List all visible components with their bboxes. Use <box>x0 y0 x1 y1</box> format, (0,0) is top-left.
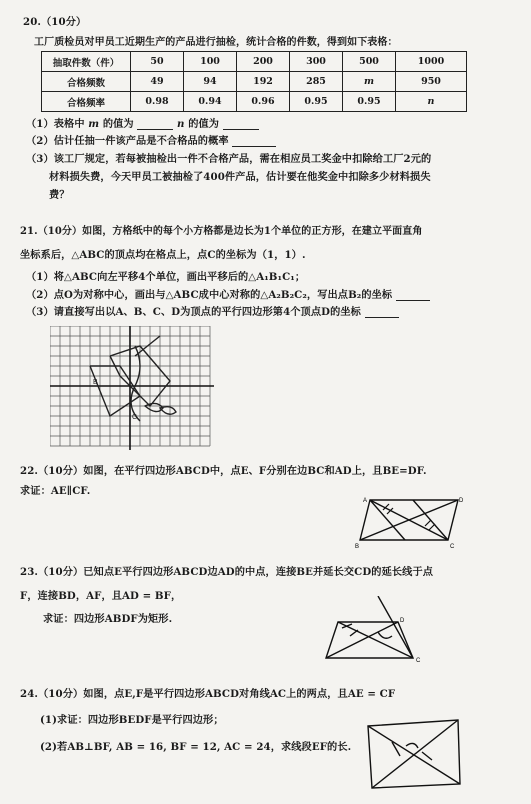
var-m: m <box>88 118 100 130</box>
table-cell: 100 <box>184 52 237 72</box>
table-cell: 0.94 <box>184 92 237 112</box>
table-cell: 950 <box>396 72 467 92</box>
table-cell: 0.98 <box>131 92 184 112</box>
q21-heading: 21.（10分）如图，方格纸中的每个小方格都是边长为1个单位的正方形，在建立平面直角 <box>20 226 423 237</box>
table-row <box>42 92 467 112</box>
table-cell: 200 <box>237 52 290 72</box>
table-cell: 49 <box>131 72 184 92</box>
q22-line2: 求证：AE∥CF. <box>20 485 91 497</box>
answer-blank <box>223 119 259 130</box>
q23-figure <box>318 596 428 666</box>
q20-part2 <box>26 132 276 147</box>
q22-parallelogram-figure <box>355 494 467 550</box>
q24-line1: 24.（10分）如图，点E,F是平行四边形ABCD对角线AC上的两点，且AE = CF <box>20 688 396 700</box>
q21-part3-text: （3）请直接写出以A、B、C、D为顶点的平行四边形第4个顶点D的坐标 <box>26 306 361 318</box>
table-row <box>42 52 467 72</box>
table-cell: 500 <box>343 52 396 72</box>
q21-part3 <box>26 303 399 318</box>
q20-part3-line1: （3）该工厂规定，若每被抽检出一件不合格产品，需在相应员工奖金中扣除给工厂2元的 <box>26 153 432 165</box>
table-cell: 192 <box>237 72 290 92</box>
answer-blank <box>232 136 276 147</box>
row-label: 合格频率 <box>42 92 131 112</box>
q20-part3-line2: 材料损失费，今天甲员工被抽检了400件产品，估计要在他奖金中扣除多少材料损失 <box>49 171 431 183</box>
q22-line1: 22.（10分）如图，在平行四边形ABCD中，点E、F分别在边BC和AD上，且BE=DF. <box>20 465 427 477</box>
frequency-table <box>41 51 467 112</box>
q20-part3-line3: 费？ <box>49 189 70 201</box>
q20-part1-text-c: 的值为 <box>188 118 220 130</box>
q23-line2: F，连接BD，AF，且AD = BF， <box>20 590 182 602</box>
q21-line2: 坐标系后，△ABC的顶点均在格点上，点C的坐标为（1，1）. <box>20 249 306 261</box>
table-cell: n <box>396 92 467 112</box>
parallelogram-abcd <box>326 596 413 658</box>
q20-part1-text-a: （1）表格中 <box>26 118 85 130</box>
vertex-label-b: B <box>355 544 360 550</box>
q24-part2: (2)若AB⊥BF, AB = 16, BF = 12, AC = 24，求线段EF的长. <box>40 741 352 753</box>
q21-part2-text: （2）点O为对称中心，画出与△ABC成中心对称的△A₂B₂C₂，写出点B₂的坐标 <box>26 289 393 301</box>
answer-blank <box>137 119 173 130</box>
point-label-b: B <box>93 379 98 386</box>
table-row <box>42 72 467 92</box>
table-cell: 0.96 <box>237 92 290 112</box>
table-cell: 300 <box>290 52 343 72</box>
q24-figure <box>362 712 472 792</box>
q20-part1 <box>26 115 259 130</box>
table-cell: m <box>343 72 396 92</box>
vertex-label-d: D <box>400 618 405 624</box>
row-label: 合格频数 <box>42 72 131 92</box>
table-cell: 0.95 <box>343 92 396 112</box>
vertex-label-a: A <box>363 498 368 504</box>
point-label-c: C <box>132 414 138 421</box>
parallelogram-abcd <box>368 720 460 788</box>
table-cell: 1000 <box>396 52 467 72</box>
table-cell: 94 <box>184 72 237 92</box>
q21-grid-figure <box>50 326 216 454</box>
q20-heading: 20.（10分） <box>23 16 87 28</box>
vertex-label-d: D <box>459 498 464 504</box>
q21-part1: （1）将△ABC向左平移4个单位，画出平移后的△A₁B₁C₁； <box>26 271 306 283</box>
q21-part2 <box>26 286 430 301</box>
answer-blank <box>365 307 399 318</box>
answer-blank <box>396 290 430 301</box>
vertex-label-c: C <box>416 658 421 664</box>
parallelogram-abcd <box>360 500 458 540</box>
q20-part2-text: （2）估计任抽一件该产品是不合格品的概率 <box>26 135 229 147</box>
row-label: 抽取件数（件） <box>42 52 131 72</box>
table-cell: 50 <box>131 52 184 72</box>
q23-line3: 求证：四边形ABDF为矩形. <box>43 613 173 625</box>
student-drawing <box>90 336 176 421</box>
table-cell: 285 <box>290 72 343 92</box>
var-n: n <box>177 118 185 130</box>
q23-line1: 23.（10分）已知点E平行四边形ABCD边AD的中点，连接BE并延长交CD的延长线于点 <box>20 566 434 578</box>
q24-part1: (1)求证：四边形BEDF是平行四边形； <box>40 714 224 726</box>
q20-part1-text-b: 的值为 <box>102 118 134 130</box>
vertex-label-c: C <box>450 544 455 550</box>
q20-intro: 工厂质检员对甲员工近期生产的产品进行抽检，统计合格的件数，得到如下表格： <box>34 37 398 48</box>
table-cell: 0.95 <box>290 92 343 112</box>
